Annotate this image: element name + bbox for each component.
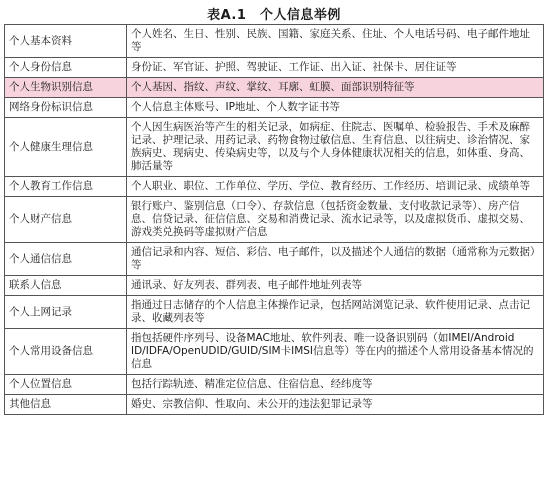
table-row [5,329,544,375]
table-row [5,276,544,296]
examples-cell: 指通过日志储存的个人信息主体操作记录，包括网站浏览记录、软件使用记录、点击记录、收藏列表等 [127,296,544,329]
examples-cell: 个人信息主体账号、IP地址、个人数字证书等 [127,98,544,118]
category-cell: 个人位置信息 [5,375,127,395]
category-cell: 个人财产信息 [5,197,127,243]
table-row [5,98,544,118]
category-cell: 网络身份标识信息 [5,98,127,118]
table-row [5,118,544,177]
table-row [5,296,544,329]
examples-cell: 个人姓名、生日、性别、民族、国籍、家庭关系、住址、个人电话号码、电子邮件地址等 [127,25,544,58]
category-cell: 个人教育工作信息 [5,177,127,197]
category-cell: 个人通信信息 [5,243,127,276]
table-row [5,177,544,197]
category-cell: 个人生物识别信息 [5,78,127,98]
examples-cell: 身份证、军官证、护照、驾驶证、工作证、出入证、社保卡、居住证等 [127,58,544,78]
table-row [5,58,544,78]
table-row [5,243,544,276]
examples-cell: 银行账户、鉴别信息（口令）、存款信息（包括资金数量、支付收款记录等）、房产信息、信贷记录、征信信息、交易和消费记录、流水记录等，以及虚拟货币、虚拟交易、游戏类兑换码等虚拟财产信息 [127,197,544,243]
table-row [5,375,544,395]
examples-cell: 指包括硬件序列号、设备MAC地址、软件列表、唯一设备识别码（如IMEI/Android ID/IDFA/OpenUDID/GUID/SIM卡IMSI信息等）等在内的描述个人常用设备基本情况的信息 [127,329,544,375]
examples-cell: 个人基因、指纹、声纹、掌纹、耳廓、虹膜、面部识别特征等 [127,78,544,98]
table-caption: 表A.1 个人信息举例 [207,8,341,23]
examples-cell: 个人因生病医治等产生的相关记录，如病症、住院志、医嘱单、检验报告、手术及麻醉记录、护理记录、用药记录、药物食物过敏信息、生育信息、以往病史、诊治情况、家族病史、现病史、传染病史等，以及与个人身体健康状况相关的信息，如体重、身高、肺活量等 [127,118,544,177]
examples-cell: 通讯录、好友列表、群列表、电子邮件地址列表等 [127,276,544,296]
examples-cell: 个人职业、职位、工作单位、学历、学位、教育经历、工作经历、培训记录、成绩单等 [127,177,544,197]
table-row [5,395,544,415]
category-cell: 个人健康生理信息 [5,118,127,177]
category-cell: 个人基本资料 [5,25,127,58]
examples-cell: 包括行踪轨迹、精准定位信息、住宿信息、经纬度等 [127,375,544,395]
examples-cell: 婚史、宗教信仰、性取向、未公开的违法犯罪记录等 [127,395,544,415]
table-body [5,25,544,415]
category-cell: 其他信息 [5,395,127,415]
table-row [5,78,544,98]
category-cell: 个人上网记录 [5,296,127,329]
table-row [5,197,544,243]
personal-info-table [4,24,544,415]
examples-cell: 通信记录和内容、短信、彩信、电子邮件，以及描述个人通信的数据（通常称为元数据）等 [127,243,544,276]
category-cell: 联系人信息 [5,276,127,296]
category-cell: 个人身份信息 [5,58,127,78]
category-cell: 个人常用设备信息 [5,329,127,375]
table-row [5,25,544,58]
